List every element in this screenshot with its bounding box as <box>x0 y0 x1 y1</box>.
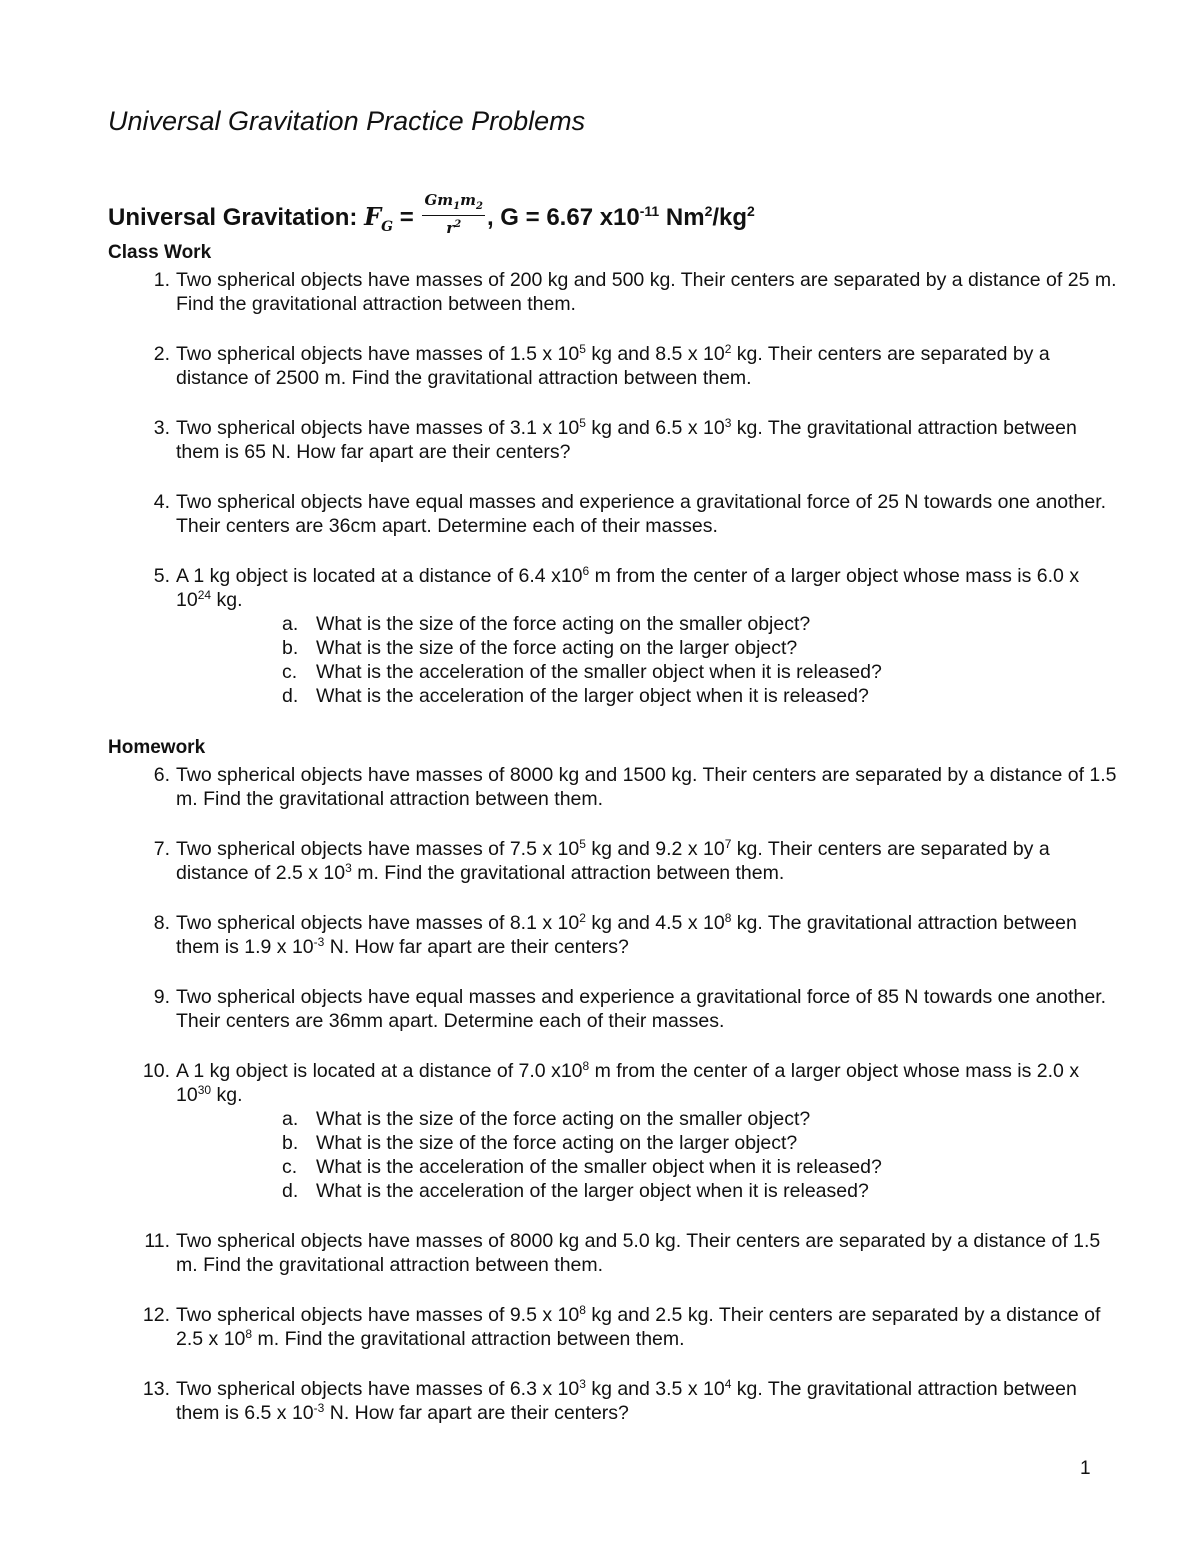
problem-item <box>108 490 1118 538</box>
sub-question-text: What is the size of the force acting on the larger object? <box>316 637 798 659</box>
problem-item <box>108 911 1118 959</box>
exponent: 8 <box>582 1059 590 1073</box>
class-work-heading: Class Work <box>108 242 212 263</box>
sub-question-text: What is the acceleration of the smaller object when it is released? <box>316 661 882 683</box>
sub-question-letter: c. <box>282 661 298 683</box>
problem-text: Two spherical objects have masses of 8.1 x $10^2$ kg and 4.5 x $10^8$ kg. The gravitational attraction between them is 1.9 x $10^{-3}$ N. How far apart are their centers? <box>176 911 1077 958</box>
exponent: 8 <box>724 911 732 925</box>
exponent: -3 <box>313 1401 325 1415</box>
sub-question-text: What is the size of the force acting on the larger object? <box>316 1132 798 1154</box>
problem-number: 5. <box>153 565 170 587</box>
homework-list <box>108 763 1118 1425</box>
sub-question <box>176 1107 1118 1131</box>
exponent: 24 <box>197 588 212 602</box>
problem-item <box>108 268 1118 316</box>
sub-question <box>176 660 1118 684</box>
problem-number: 1. <box>153 269 170 291</box>
exponent: 2 <box>724 342 732 356</box>
exponent: 8 <box>579 1303 586 1317</box>
class-work-list <box>108 268 1118 734</box>
problem-number: 3. <box>153 417 170 439</box>
sub-question <box>176 1155 1118 1179</box>
sub-question <box>176 1131 1118 1155</box>
problem-text: Two spherical objects have equal masses and experience a gravitational force of 85 N towards one another. Their centers are 36mm apart. Determine each of their masses. <box>176 986 1107 1032</box>
problem-number: 10. <box>142 1060 170 1082</box>
sub-question-text: What is the acceleration of the smaller object when it is released? <box>316 1156 882 1178</box>
problem-item <box>108 1303 1118 1351</box>
problem-text: A 1 kg object is located at a distance of 6.4 $x10^6$ m from the center of a larger object whose mass is 6.0 x $10^{24}$ kg. <box>176 564 1080 611</box>
exponent: 3 <box>724 416 732 430</box>
problem-number: 11. <box>144 1230 170 1252</box>
problem-number: 12. <box>142 1304 170 1326</box>
problem-item <box>108 985 1118 1033</box>
exponent: 2 <box>579 911 586 925</box>
exponent: 30 <box>197 1083 212 1097</box>
sub-question <box>176 612 1118 636</box>
problem-item <box>108 342 1118 390</box>
problem-number: 6. <box>153 764 170 786</box>
gravitation-formula <box>108 191 755 241</box>
problem-item <box>108 1059 1118 1203</box>
problem-item <box>108 416 1118 464</box>
problem-text: Two spherical objects have masses of 8000 kg and 5.0 kg. Their centers are separated by a distance of 1.5 m. Find the gravitational attraction between them. <box>176 1230 1101 1276</box>
exponent: 3 <box>345 861 352 875</box>
page-number: 1 <box>1080 1458 1091 1479</box>
problem-number: 7. <box>153 838 170 860</box>
sub-question <box>176 636 1118 660</box>
problem-text: Two spherical objects have masses of 8000 kg and 1500 kg. Their centers are separated by a distance of 1.5 m. Find the gravitational attraction between them. <box>176 764 1117 810</box>
sub-question-letter: d. <box>282 685 299 707</box>
sub-question-text: What is the acceleration of the larger object when it is released? <box>316 1180 869 1202</box>
sub-question-letter: a. <box>282 1108 299 1130</box>
problem-item <box>108 763 1118 811</box>
exponent: 5 <box>579 342 586 356</box>
problem-text: Two spherical objects have masses of 9.5 x $10^8$ kg and 2.5 kg. Their centers are separated by a distance of 2.5 x $10^8$ m. Find the gravitational attraction between them. <box>176 1303 1101 1350</box>
problem-text: Two spherical objects have masses of 7.5 x $10^5$ kg and 9.2 x $10^7$ kg. Their centers are separated by a distance of 2.5 x $10^3$ m. Find the gravitational attraction between them. <box>176 837 1050 884</box>
formula-numerator: $Gm_1m_2$ <box>422 192 485 216</box>
exponent: 7 <box>724 837 732 851</box>
problem-item <box>108 1229 1118 1277</box>
exponent: 6 <box>582 564 590 578</box>
formula-constant: , G = 6.67 $x10^{-11}$ $Nm^2/kg^2$ <box>486 202 755 231</box>
sub-question-text: What is the acceleration of the larger object when it is released? <box>316 685 869 707</box>
problem-text: A 1 kg object is located at a distance of 7.0 $x10^8$ m from the center of a larger object whose mass is 2.0 x $10^{30}$ kg. <box>176 1059 1080 1106</box>
sub-question-letter: c. <box>282 1156 298 1178</box>
sub-question-letter: a. <box>282 613 299 635</box>
formula-label: Universal Gravitation: <box>108 203 358 231</box>
page-title: Universal Gravitation Practice Problems <box>108 106 586 136</box>
exponent: 5 <box>579 837 586 851</box>
problem-item <box>108 1377 1118 1425</box>
formula-denominator: $r^2$ <box>446 219 462 237</box>
exponent: 8 <box>245 1327 253 1341</box>
exponent: 4 <box>724 1377 732 1391</box>
problem-text: Two spherical objects have equal masses and experience a gravitational force of 25 N towards one another. Their centers are 36cm apart. Determine each of their masses. <box>176 491 1107 537</box>
problem-number: 8. <box>153 912 170 934</box>
homework-heading: Homework <box>108 737 206 758</box>
exponent: 5 <box>579 416 586 430</box>
problem-text: Two spherical objects have masses of 6.3 x $10^3$ kg and 3.5 x $10^4$ kg. The gravitational attraction between them is 6.5 x $10^{-3}$ N. How far apart are their centers? <box>176 1377 1077 1424</box>
exponent: -3 <box>313 935 325 949</box>
problem-number: 9. <box>153 986 170 1008</box>
problem-number: 13. <box>142 1378 170 1400</box>
sub-question-text: What is the size of the force acting on the smaller object? <box>316 1108 811 1130</box>
formula-fraction <box>422 192 485 237</box>
sub-question <box>176 1179 1118 1203</box>
sub-question-letter: d. <box>282 1180 299 1202</box>
sub-question <box>176 684 1118 708</box>
formula-force-symbol: $F_G$ <box>364 201 394 235</box>
sub-question-letter: b. <box>282 1132 299 1154</box>
sub-question-letter: b. <box>282 637 299 659</box>
problem-text: Two spherical objects have masses of 1.5 x $10^5$ kg and 8.5 x $10^2$ kg. Their centers are separated by a distance of 2500 m. Find the gravitational attraction between them. <box>176 342 1050 389</box>
formula-equals: = <box>399 203 414 231</box>
problem-text: Two spherical objects have masses of 200 kg and 500 kg. Their centers are separated by a distance of 25 m. Find the gravitational attraction between them. <box>176 269 1117 315</box>
problem-item <box>108 564 1118 708</box>
problem-item <box>108 837 1118 885</box>
exponent: 3 <box>579 1377 586 1391</box>
sub-question-text: What is the size of the force acting on the smaller object? <box>316 613 811 635</box>
problem-number: 4. <box>153 491 170 513</box>
problem-number: 2. <box>153 343 170 365</box>
problem-text: Two spherical objects have masses of 3.1 x $10^5$ kg and 6.5 x $10^3$ kg. The gravitational attraction between them is 65 N. How far apart are their centers? <box>176 416 1077 463</box>
